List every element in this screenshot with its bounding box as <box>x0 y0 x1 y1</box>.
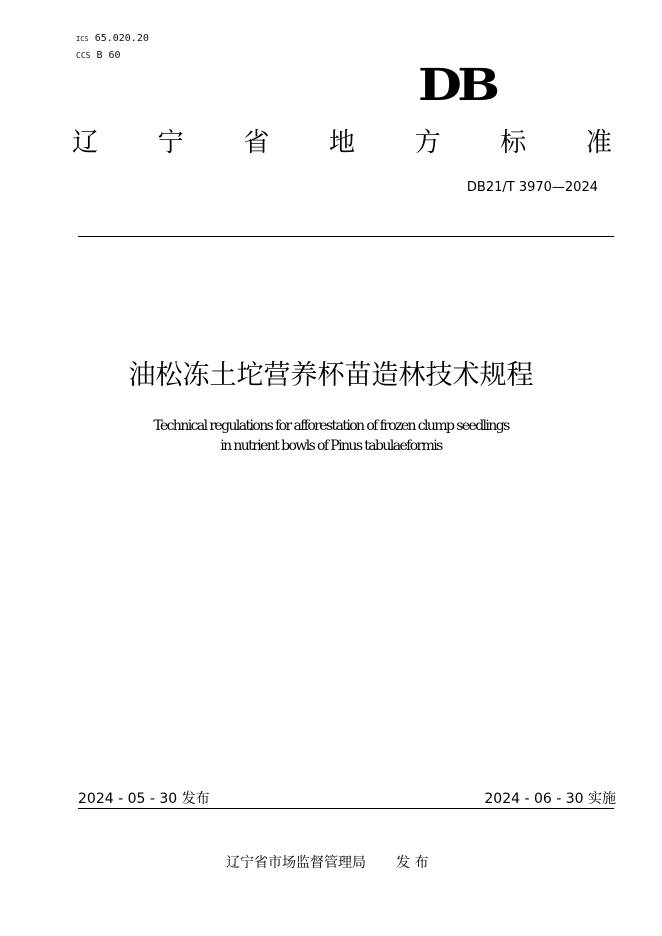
ics-code-line <box>76 32 149 46</box>
header-char: 方 <box>414 128 441 158</box>
english-title-line-2: in nutrient bowls of Pinus tabulaeformis <box>220 438 442 454</box>
implementation-date: 2024 - 06 - 30 实施 <box>484 791 616 807</box>
english-title-line-1: Technical regulations for afforestation of frozen clump seedlings <box>153 418 509 434</box>
issue-date: 2024 - 05 - 30 发布 <box>78 791 210 807</box>
issuer-action: 发 布 <box>396 855 429 871</box>
header-char: 宁 <box>157 128 184 158</box>
issuer-name: 辽宁省市场监督管理局 <box>226 855 366 871</box>
ccs-prefix: CCS <box>76 51 91 60</box>
footer-divider <box>78 808 614 809</box>
header-char: 辽 <box>72 128 99 158</box>
issuing-authority <box>226 853 428 873</box>
document-title: 油松冻土坨营养杯苗造林技术规程 <box>128 360 534 391</box>
standard-type-header <box>72 126 612 160</box>
ics-prefix: ICS <box>76 35 89 43</box>
header-char: 标 <box>500 128 527 158</box>
header-char: 省 <box>243 128 270 158</box>
ccs-code: B 60 <box>96 50 121 61</box>
header-char: 准 <box>585 128 612 158</box>
standard-number: DB21/T 3970—2024 <box>466 180 598 195</box>
header-char: 地 <box>328 128 355 158</box>
ics-code: 65.020.20 <box>94 33 149 44</box>
ccs-code-line <box>76 49 121 63</box>
header-divider <box>78 236 614 237</box>
db-logo: DB <box>418 60 496 111</box>
